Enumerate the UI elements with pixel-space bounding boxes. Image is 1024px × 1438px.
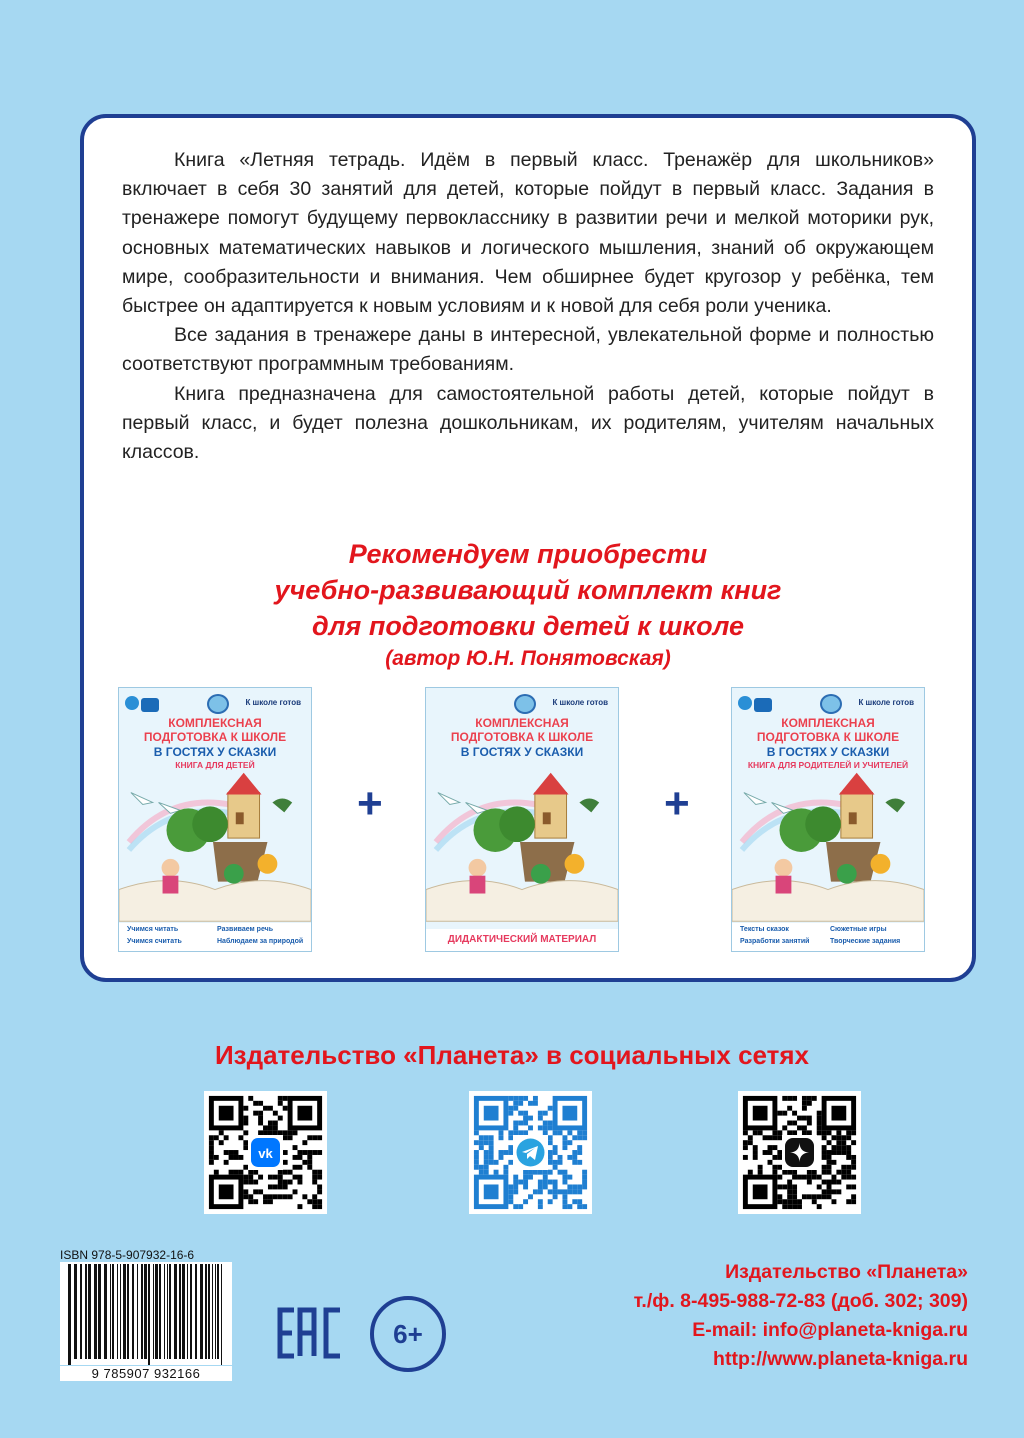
plus-sign: +	[357, 779, 383, 828]
book-title-line: КОМПЛЕКСНАЯ	[168, 716, 262, 730]
publisher-name: Издательство «Планета»	[725, 1261, 968, 1283]
barcode-number: 9 785907 932166	[60, 1366, 232, 1381]
feature-item: Тексты сказок	[740, 926, 789, 933]
telegram-icon	[513, 1135, 548, 1170]
feature-item: Сюжетные игры	[830, 926, 887, 933]
book-series: К школе готов	[552, 698, 608, 707]
age-rating-badge: 6+	[370, 1296, 446, 1372]
book-band: ДИДАКТИЧЕСКИЙ МАТЕРИАЛ	[426, 929, 618, 951]
dzen-icon	[782, 1135, 817, 1170]
book-title	[426, 716, 618, 744]
eac-mark-icon	[276, 1304, 346, 1362]
description-paragraph: Книга предназначена для самостоятельной работы детей, которые пойдут в первый класс, и будет полезна дошкольникам, их родителям, учителям начальных классов.	[122, 382, 934, 464]
feature-item: Учимся считать	[127, 938, 182, 945]
book-cover-parents	[731, 687, 925, 952]
feature-item: Творческие задания	[830, 938, 901, 945]
book-title-line: ПОДГОТОВКА К ШКОЛЕ	[143, 730, 287, 744]
book-subtitle: В ГОСТЯХ У СКАЗКИ	[153, 745, 277, 759]
qr-code-vk[interactable]	[204, 1091, 327, 1214]
recommendation-line: Рекомендуем приобрести	[348, 539, 708, 569]
book-cover-didactic	[425, 687, 619, 952]
planeta-logo-icon	[514, 694, 536, 714]
isbn-label: ISBN 978-5-907932-16-6	[60, 1248, 195, 1262]
book-subtitle: В ГОСТЯХ У СКАЗКИ	[460, 745, 584, 759]
book-kind: КНИГА ДЛЯ РОДИТЕЛЕЙ И УЧИТЕЛЕЙ	[747, 760, 909, 770]
feature-item: Учимся читать	[127, 926, 179, 933]
plus-sign: +	[664, 779, 690, 828]
book-features	[119, 923, 311, 951]
book-title-line: КОМПЛЕКСНАЯ	[781, 716, 875, 730]
series-logo-icon	[738, 696, 752, 710]
book-title	[119, 716, 311, 744]
publisher-website[interactable]: http://www.planeta-kniga.ru	[713, 1348, 968, 1370]
publisher-contacts	[634, 1258, 968, 1374]
fgos-icon	[754, 698, 772, 712]
book-title-line: КОМПЛЕКСНАЯ	[475, 716, 569, 730]
recommendation-line: для подготовки детей к школе	[311, 611, 745, 641]
book-series: К школе готов	[858, 698, 914, 707]
book-subtitle: В ГОСТЯХ У СКАЗКИ	[766, 745, 890, 759]
publisher-phone: т./ф. 8-495-988-72-83 (доб. 302; 309)	[633, 1290, 968, 1312]
feature-item: Наблюдаем за природой	[217, 938, 304, 945]
recommendation-line: учебно-развивающий комплект книг	[274, 575, 782, 605]
qr-code-telegram[interactable]	[469, 1091, 592, 1214]
feature-item: Разработки занятий	[740, 938, 810, 945]
book-title-line: ПОДГОТОВКА К ШКОЛЕ	[756, 730, 900, 744]
svg-text:vk: vk	[258, 1146, 273, 1161]
planeta-logo-icon	[820, 694, 842, 714]
social-heading: Издательство «Планета» в социальных сетях	[214, 1040, 810, 1070]
book-title-line: ПОДГОТОВКА К ШКОЛЕ	[450, 730, 594, 744]
book-cover-children	[118, 687, 312, 952]
feature-item: Развиваем речь	[217, 926, 274, 933]
book-features	[732, 923, 924, 951]
book-kind: КНИГА ДЛЯ ДЕТЕЙ	[175, 760, 255, 770]
fairy-tale-illustration-icon	[426, 772, 618, 922]
book-description	[122, 146, 934, 467]
description-paragraph: Все задания в тренажере даны в интересной, увлекательной форме и полностью соответствуют программным требованиям.	[122, 324, 934, 376]
fgos-icon	[141, 698, 159, 712]
fairy-tale-illustration-icon	[119, 772, 311, 922]
series-logo-icon	[125, 696, 139, 710]
recommendation-author: (автор Ю.Н. Понятовская)	[385, 647, 671, 670]
vk-icon	[248, 1135, 283, 1170]
barcode-icon	[60, 1262, 232, 1365]
description-paragraph: Книга «Летняя тетрадь. Идём в первый класс. Тренажёр для школьников» включает в себя 30 занятий для детей, которые пойдут в первый класс. Задания в тренажере помогут будущему первокласснику в развитии речи и мелкой моторики рук, основных математических навыков и логического мышления, знаний об окружающем мире, сообразительности и внимания. Чем обширнее будет кругозор у ребёнка, тем быстрее он адаптируется к новым условиям и к новой для себя роли ученика.	[122, 149, 934, 318]
publisher-email[interactable]: E-mail: info@planeta-kniga.ru	[692, 1319, 968, 1341]
book-series: К школе готов	[245, 698, 301, 707]
book-title	[732, 716, 924, 744]
qr-code-dzen[interactable]	[738, 1091, 861, 1214]
recommendation-block	[90, 536, 966, 674]
fairy-tale-illustration-icon	[732, 772, 924, 922]
planeta-logo-icon	[207, 694, 229, 714]
